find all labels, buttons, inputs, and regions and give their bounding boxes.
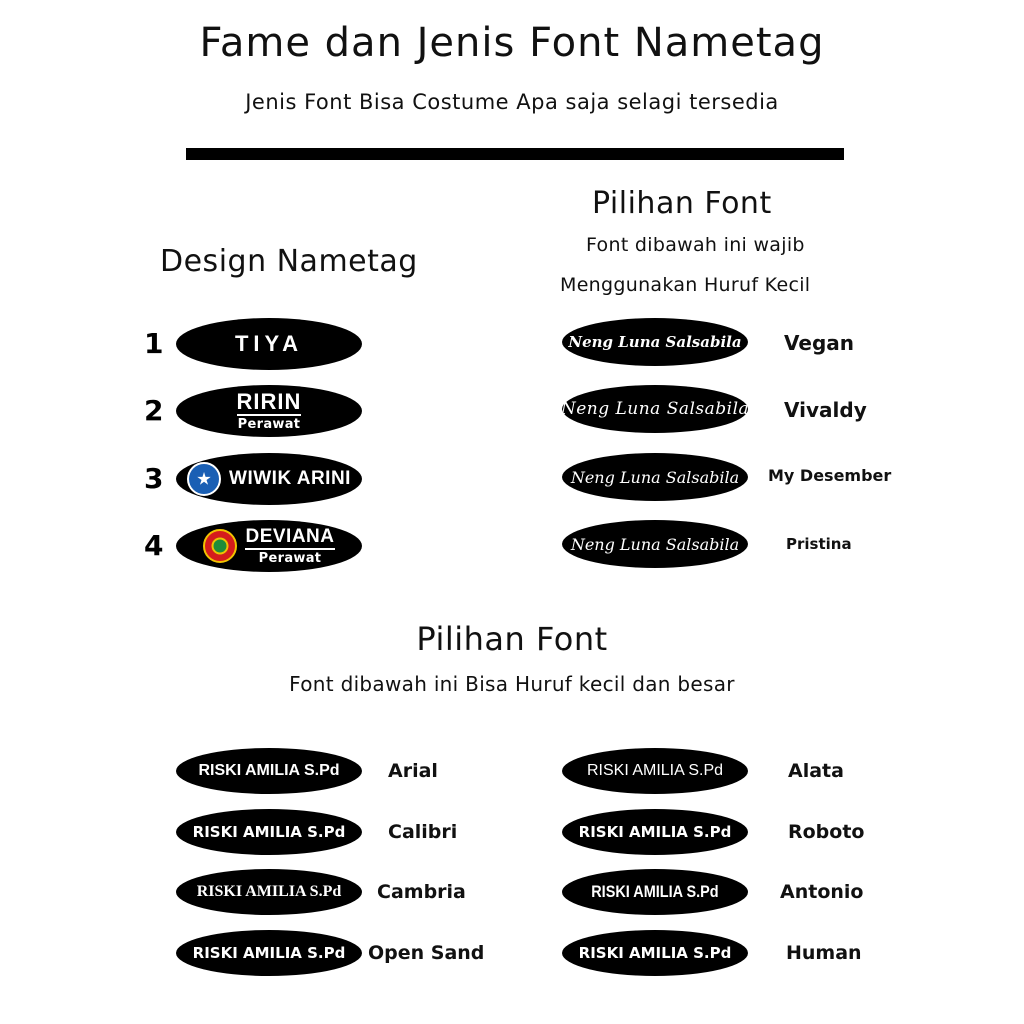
badge-name: RISKI AMILIA S.Pd [192,823,346,841]
badge-text-stack [245,527,334,566]
page-subtitle: Jenis Font Bisa Costume Apa saja selagi tersedia [245,90,779,114]
badge-name: RISKI AMILIA S.Pd [578,823,732,841]
font-sample-badge-vegan [562,318,748,366]
font-label-calibri: Calibri [388,821,458,843]
font-label-vegan: Vegan [784,331,854,355]
lowercase-font-note-line2: Menggunakan Huruf Kecil [560,274,811,296]
badge-name: Neng Luna Salsabila [568,333,742,351]
nametag-badge-2 [176,385,362,437]
page-title: Fame dan Jenis Font Nametag [199,20,825,66]
font-sample-badge-calibri [176,809,362,855]
badge-name: DEVIANA [245,527,334,550]
font-sample-badge-roboto [562,809,748,855]
mixed-font-section-heading: Pilihan Font [416,620,608,658]
blue-star-logo-icon [187,462,221,496]
lowercase-font-section-heading: Pilihan Font [592,186,772,221]
badge-name: RISKI AMILIA S.Pd [578,944,732,962]
badge-content [237,390,302,432]
design-row-number-3: 3 [144,462,164,495]
badge-name: Neng Luna Salsabila [570,467,740,487]
font-label-cambria: Cambria [377,881,466,903]
font-label-vivaldy: Vivaldy [784,398,867,422]
font-sample-badge-arial [176,748,362,794]
header-divider [186,148,844,160]
font-label-antonio: Antonio [780,881,864,903]
mixed-font-section-note: Font dibawah ini Bisa Huruf kecil dan besar [289,672,735,696]
design-row-number-2: 2 [144,394,164,427]
badge-content [235,332,303,355]
badge-content [187,462,351,496]
badge-name: RISKI AMILIA S.Pd [198,762,340,779]
font-sample-badge-human [562,930,748,976]
font-label-my-desember: My Desember [768,466,892,485]
design-row-number-1: 1 [144,327,164,360]
red-green-logo-icon [203,529,237,563]
badge-name: TIYA [234,331,304,357]
font-label-human: Human [786,942,862,964]
badge-name: Neng Luna Salsabila [560,399,750,419]
badge-name: RISKI AMILIA S.Pd [591,882,719,901]
nametag-badge-3 [176,453,362,505]
font-sample-badge-pristina [562,520,748,568]
font-label-arial: Arial [388,760,438,782]
badge-name: WIWIK ARINI [229,468,351,489]
badge-subtitle: Perawat [258,550,322,566]
font-sample-badge-my-desember [562,453,748,501]
nametag-badge-1 [176,318,362,370]
nametag-badge-4 [176,520,362,572]
badge-content [203,527,334,566]
design-section-heading: Design Nametag [160,244,418,279]
design-row-number-4: 4 [144,529,164,562]
font-sample-badge-cambria [176,869,362,915]
badge-subtitle: Perawat [237,417,301,433]
font-label-roboto: Roboto [788,821,865,843]
font-sample-badge-antonio [562,869,748,915]
font-label-open-sand: Open Sand [368,942,485,964]
badge-name: RIRIN [237,390,302,416]
font-sample-badge-open-sand [176,930,362,976]
font-sample-badge-vivaldy [562,385,748,433]
font-label-pristina: Pristina [786,535,852,553]
font-label-alata: Alata [788,760,844,782]
lowercase-font-note-line1: Font dibawah ini wajib [586,234,805,256]
font-sample-badge-alata [562,748,748,794]
badge-name: RISKI AMILIA S.Pd [586,762,724,779]
badge-name: Neng Luna Salsabila [570,534,740,554]
badge-name: RISKI AMILIA S.Pd [196,883,342,900]
badge-name: RISKI AMILIA S.Pd [192,944,346,962]
